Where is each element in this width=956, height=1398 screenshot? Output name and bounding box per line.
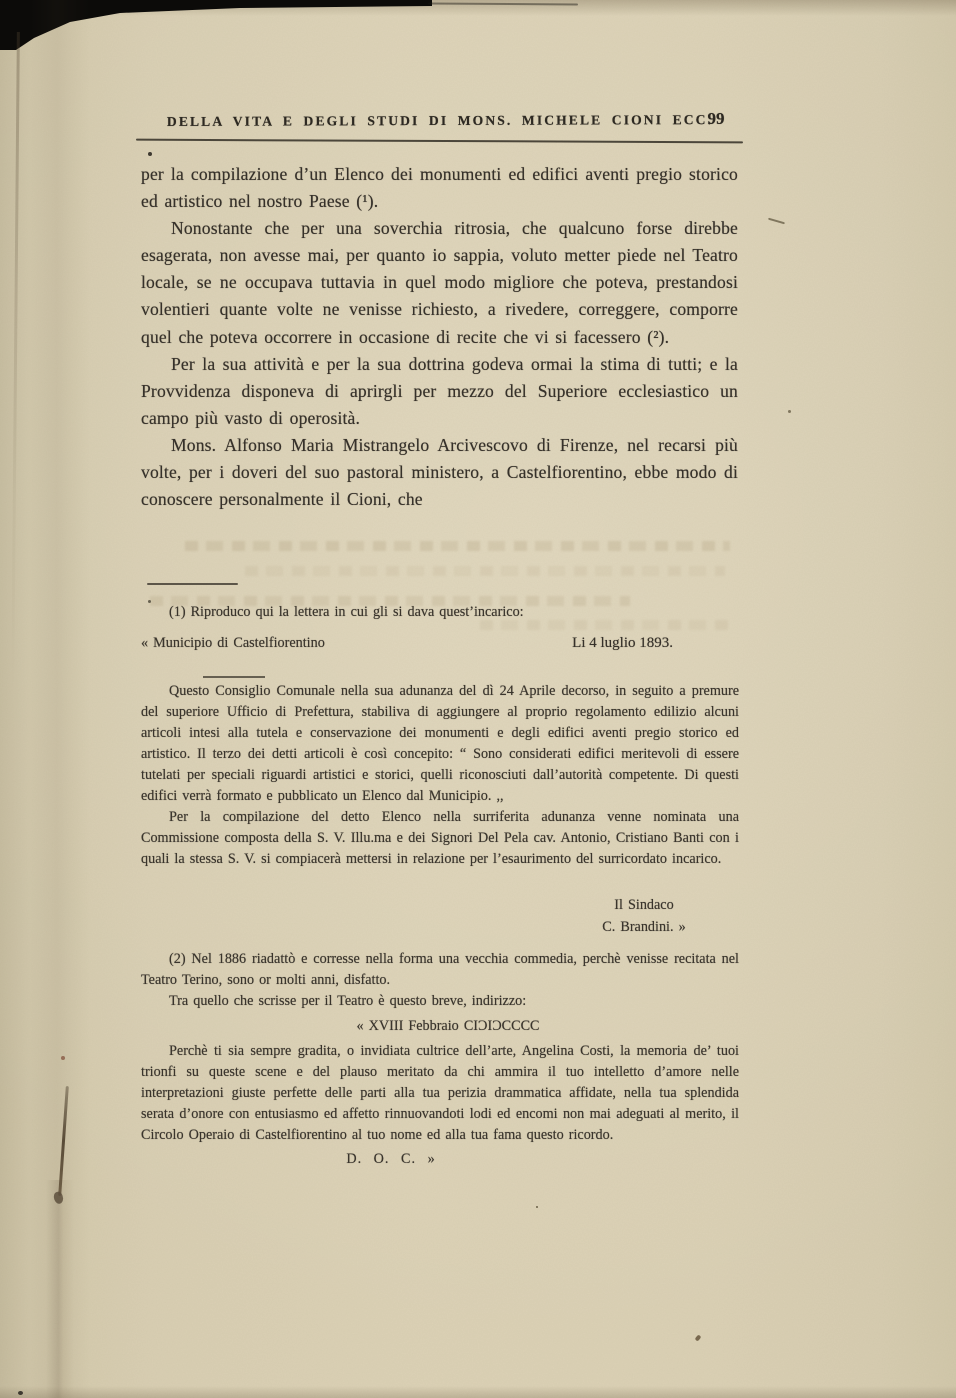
letter-sender: « Municipio di Castelfiorentino <box>141 635 325 651</box>
letter-sender-rule <box>203 676 265 678</box>
footnote-2-paragraph: (2) Nel 1886 riadattò e corresse nella forma una vecchia commedia, perchè venisse recitata nel Teatro Terino, sono or molti anni, disfatto. <box>141 951 739 988</box>
ink-bleedthrough <box>245 566 725 576</box>
scanner-black-edge <box>0 0 600 50</box>
footnote-2-paragraph: Perchè ti sia sempre gradita, o invidiata cultrice dell’arte, Angelina Costi, la memoria de’ tuoi trionfi su queste scene e del plauso meritato da chi ammira il tuo intelletto d’amore nelle interpretazioni giuste perfette delle parti alla tua perizia drammatica affidate, nella tua splendida serata d’onore con entusiasmo ed affetto rinnuovandoti lodi ed encomi non mai adeguati al merito, il Circolo Operaio di Castelfiorentino al tuo nome ed alla tua fama questo ricordo. <box>141 1043 739 1143</box>
footnote-2-block <box>141 949 739 1170</box>
letter-heading-row <box>141 633 739 654</box>
body-paragraph: Nonostante che per una soverchia ritrosia, che qualcuno forse direbbe esagerata, non avesse mai, per quanto io sappia, voluto metter piede nel Teatro locale, se ne occupava tuttavia in quel modo migliore che poteva, prestandosi volentieri quante volte ne venisse richiesto, a rivedere, correggere, comporre quel che poteva occorrere in occasione di recite che vi si facessero (²). <box>141 218 738 347</box>
paper-speck <box>61 1056 65 1060</box>
footnote-1-intro: (1) Riproduco qui la lettera in cui gli si dava quest’incarico: <box>169 604 524 620</box>
body-paragraph: per la compilazione d’un Elenco dei monumenti ed edifici aventi pregio storico ed artistico nel nostro Paese (¹). <box>141 164 738 212</box>
letter-paragraph: Questo Consiglio Comunale nella sua adunanza del dì 24 Aprile decorso, in seguito a premure del superiore Ufficio di Prefettura, stabiliva di aggiungere al proprio regolamento edilizio alcuni articoli intesi alla tutela e conservazione dei monumenti e degli edifici aventi pregio storico ed artistico. Il terzo dei detti articoli è così concepito: “ Sono considerati edifici meritevoli di essere tutelati per speciali riguardi artistici e storici, quelli riconosciuti dall’autorità competente. Di questi edifici verrà formato e pubblicato un Elenco dal Municipio. ,, <box>141 683 739 804</box>
body-paragraph: Mons. Alfonso Maria Mistrangelo Arcivescovo di Firenze, nel recarsi più volte, per i doveri del suo pastoral ministero, a Castelfiorentino, ebbe modo di conoscere personalmente il Cioni, che <box>141 434 738 510</box>
running-title: DELLA VITA E DEGLI STUDI DI MONS. MICHELE CIONI ECC. <box>166 112 714 129</box>
scanner-hairline <box>428 2 578 5</box>
letter-date: Li 4 luglio 1893. <box>572 635 673 651</box>
paper-scratch <box>768 218 785 225</box>
header-rule <box>136 139 743 144</box>
footnote-separator-rule <box>147 583 238 585</box>
binding-crease-top <box>11 32 20 692</box>
paper-speck <box>18 1391 23 1395</box>
page-number: 99 <box>707 109 725 128</box>
letter-signature <box>556 894 732 938</box>
binding-crease-bottom <box>46 1180 74 1398</box>
footnote-2-closing: D. O. C. » <box>346 1151 436 1167</box>
main-text-block <box>141 161 738 513</box>
paper-speck <box>148 600 151 603</box>
letter-paragraph: Per la compilazione del detto Elenco nella surriferita adunanza venne nominata una Commissione composta della S. V. Illu.ma e dei Signori Del Pela cav. Antonio, Cristiano Banti con i quali la stessa S. V. si compiacerà mettersi in relazione per l’esaurimento del surricordato incarico. <box>141 809 739 867</box>
footnote-2-paragraph: Tra quello che scrisse per il Teatro è questo breve, indirizzo: <box>169 993 527 1009</box>
signature-role: Il Sindaco <box>614 897 674 913</box>
signature-name: C. Brandini. » <box>602 919 686 935</box>
ink-bleedthrough <box>185 541 730 551</box>
letter-body <box>141 681 739 870</box>
paper-speck <box>536 1206 538 1208</box>
footnote-2-dateline: « XVIII Febbraio CIƆIƆCCCC <box>356 1018 540 1034</box>
paper-speck <box>695 1334 702 1341</box>
body-paragraph: Per la sua attività e per la sua dottrina godeva ormai la stima di tutti; e la Provvidenza disponeva di aprirgli per mezzo del Superiore ecclesiastico un campo più vasto di operosità. <box>141 353 738 428</box>
paper-speck <box>148 152 152 156</box>
paper-speck <box>788 410 791 413</box>
